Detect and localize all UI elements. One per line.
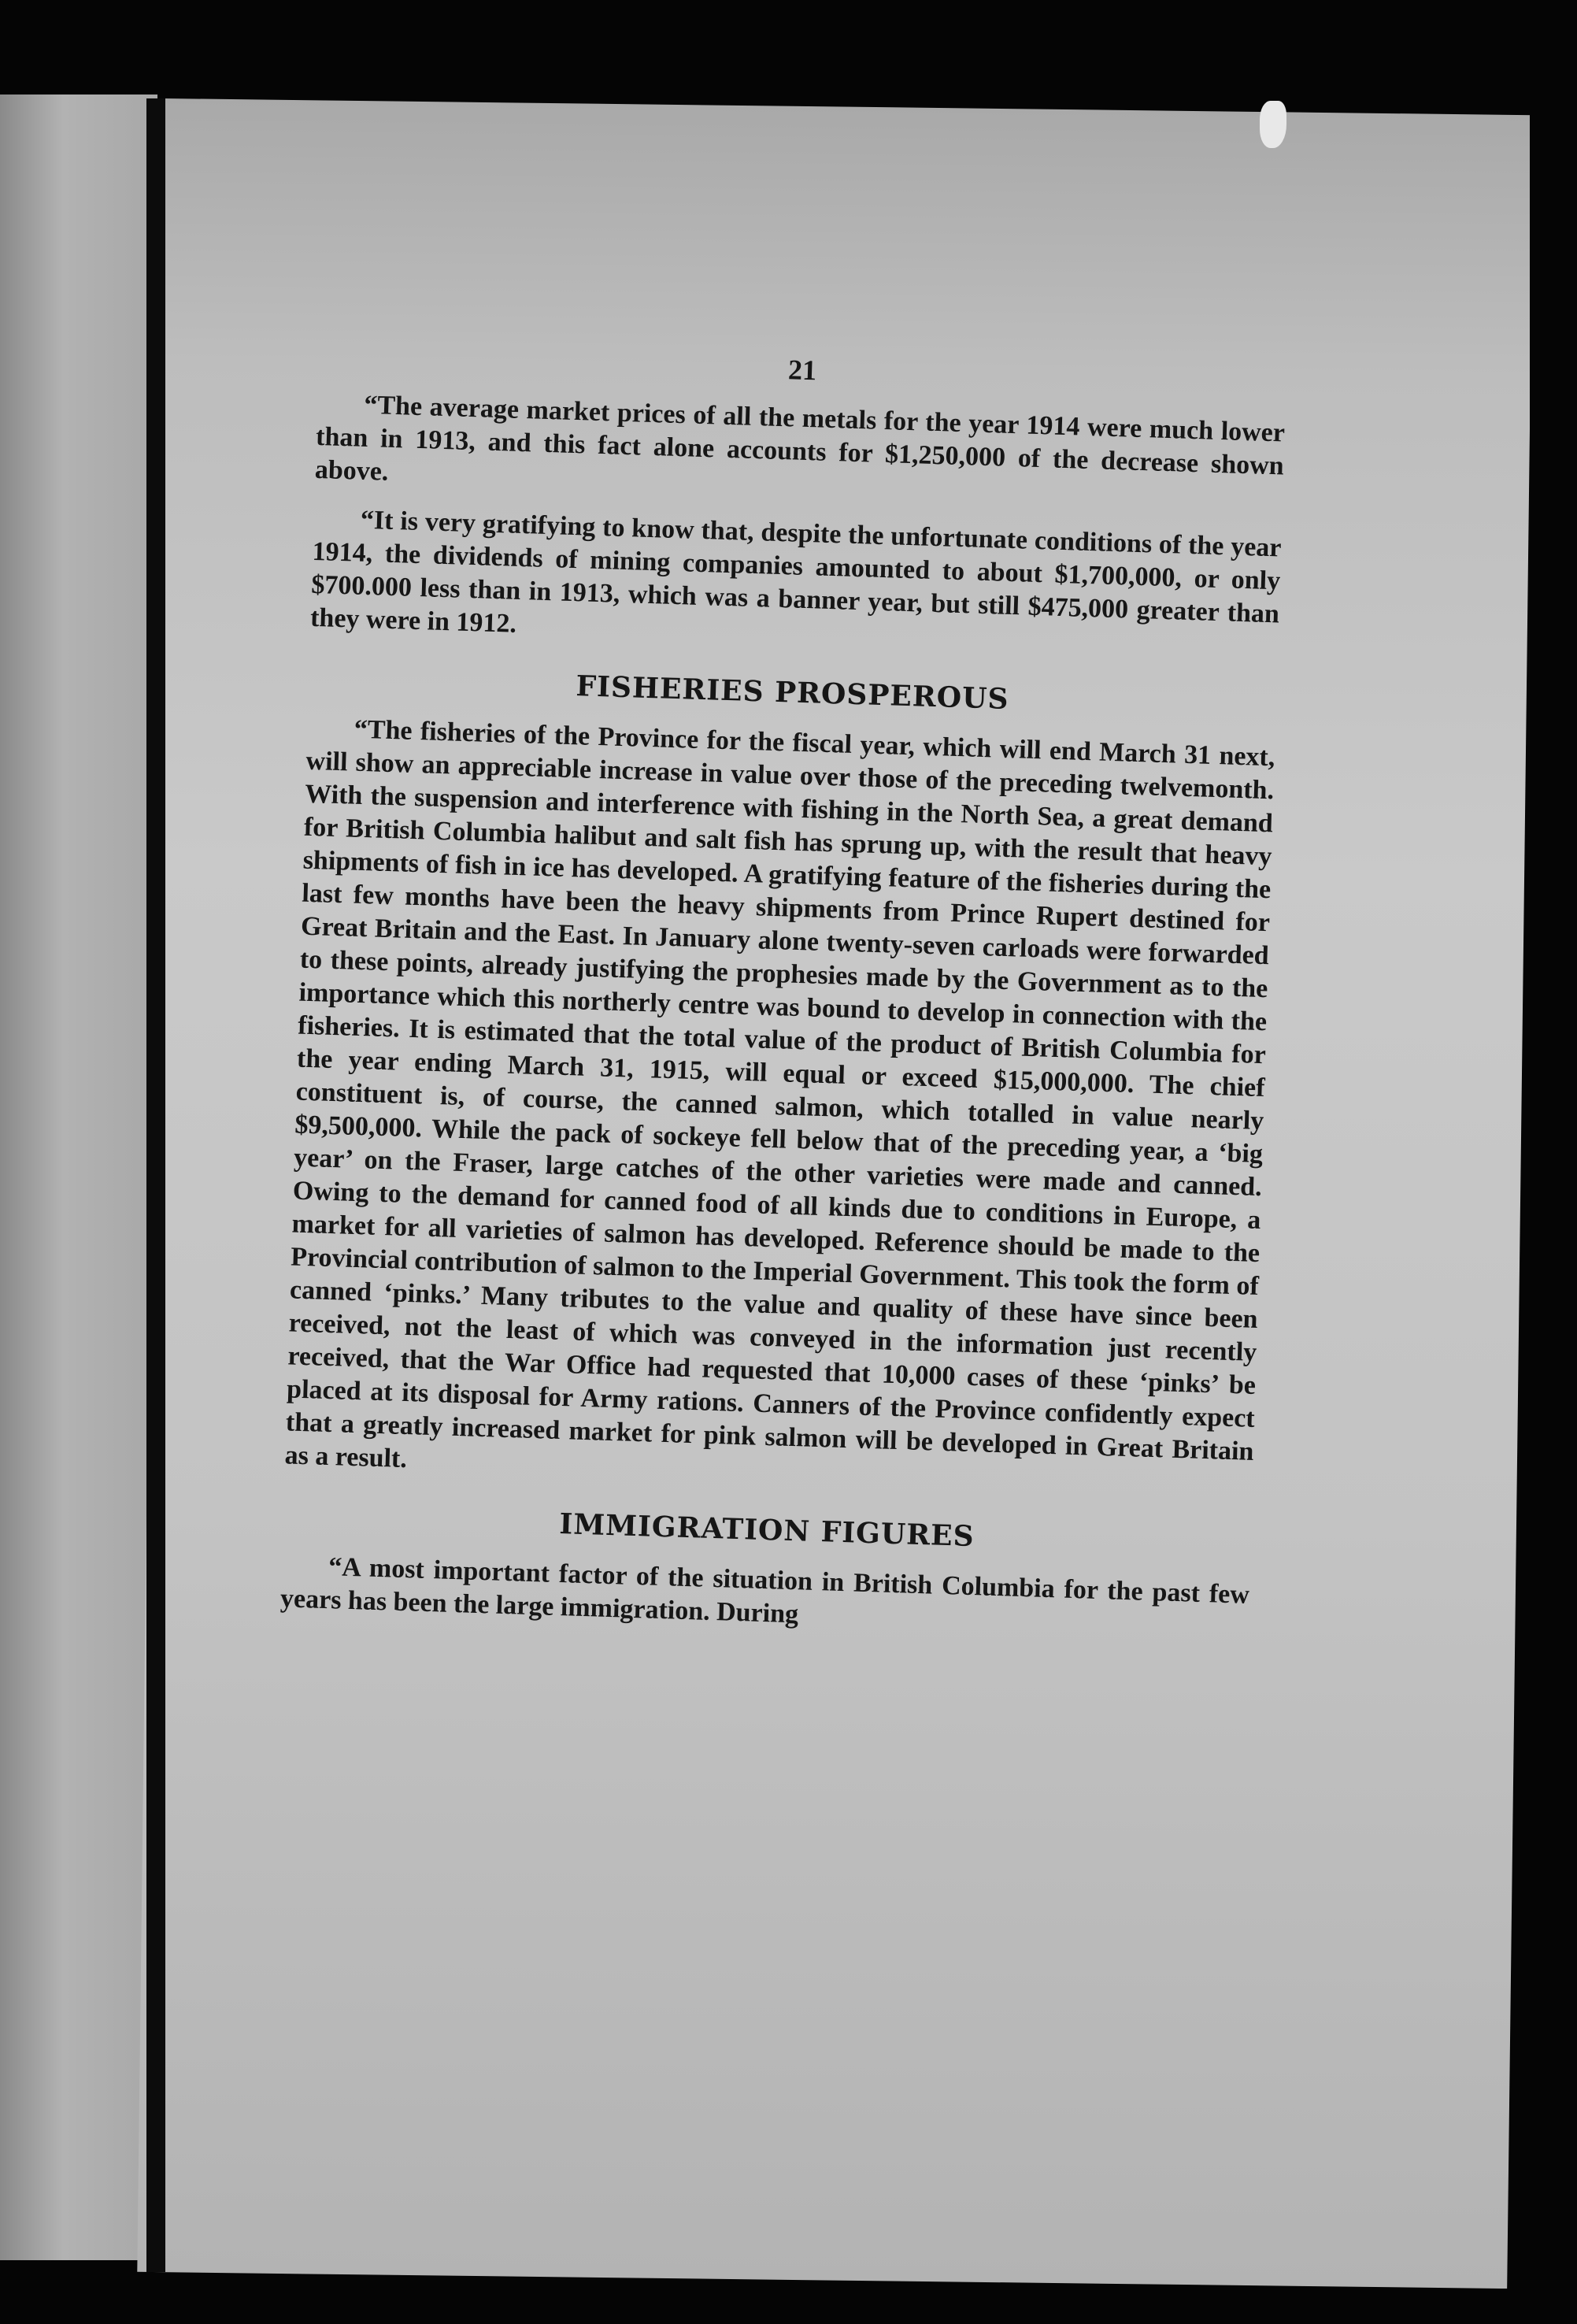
page-text: [279, 339, 1287, 1661]
paper-tear-mark: [1260, 101, 1286, 148]
fisheries-heading: FISHERIES PROSPEROUS: [575, 669, 1010, 716]
immigration-heading: IMMIGRATION FIGURES: [558, 1507, 975, 1554]
mining-dividends-paragraph: “It is very gratifying to know that, despite the unfortunate conditions of the year 1914, the dividends of mining companies amounted to about $1,700,000, or only $700.000 less than in 1913, which was a banner year, but still $475,000 greater than they were in 1912.: [309, 505, 1283, 639]
book-gutter: [146, 98, 165, 2272]
scan-border-right: [1530, 0, 1577, 2324]
immigration-paragraph: “A most important factor of the situation in British Columbia for the past few years has been the large immigration. During: [279, 1552, 1250, 1629]
fisheries-paragraph: “The fisheries of the Province for the fiscal year, which will end March 31 next, will show an appreciable increase in value over those of the preceding twelvemonth. With the suspension and interference with fishing in the North Sea, a great demand for British Columbia halibut and salt fish has sprung up, with the result that heavy shipments of fish in ice has developed. A gratifying feature of the fisheries during the last few months have been the heavy shipments from Prince Rupert destined for Great Britain and the East. In January alone twenty-seven carloads were forwarded to these points, already justifying the prophesies made by the Government as to the importance which this northerly centre was bound to develop in connection with the fisheries. It is estimated that the total value of the product of British Columbia for the year ending March 31, 1915, will equal or exceed $15,000,000. The chief constituent is, of course, the canned salmon, which totalled in value nearly $9,500,000. While the pack of sockeye fell below that of the preceding year, a ‘big year’ on the Fraser, large catches of the other varieties were made and canned. Owing to the demand for canned food of all kinds due to conditions in Europe, a market for all varieties of salmon has developed. Reference should be made to the Provincial contribution of salmon to the Imperial Government. This took the form of canned ‘pinks.’ Many tributes to the value and quality of these have since been received, not the least of which was conveyed in the information just recently received, that the War Office had requested that 10,000 cases of these ‘pinks’ be placed at its disposal for Army rations. Canners of the Province confidently expect that a greatly increased market for pink salmon will be developed in Great Britain as a result.: [284, 714, 1275, 1474]
page-number: 21: [787, 354, 817, 387]
facing-page-edge: [0, 95, 157, 2260]
metals-prices-paragraph: “The average market prices of all the metals for the year 1914 were much lower than in 1913, and this fact alone accounts for $1,250,000 of the decrease shown above.: [314, 390, 1286, 487]
